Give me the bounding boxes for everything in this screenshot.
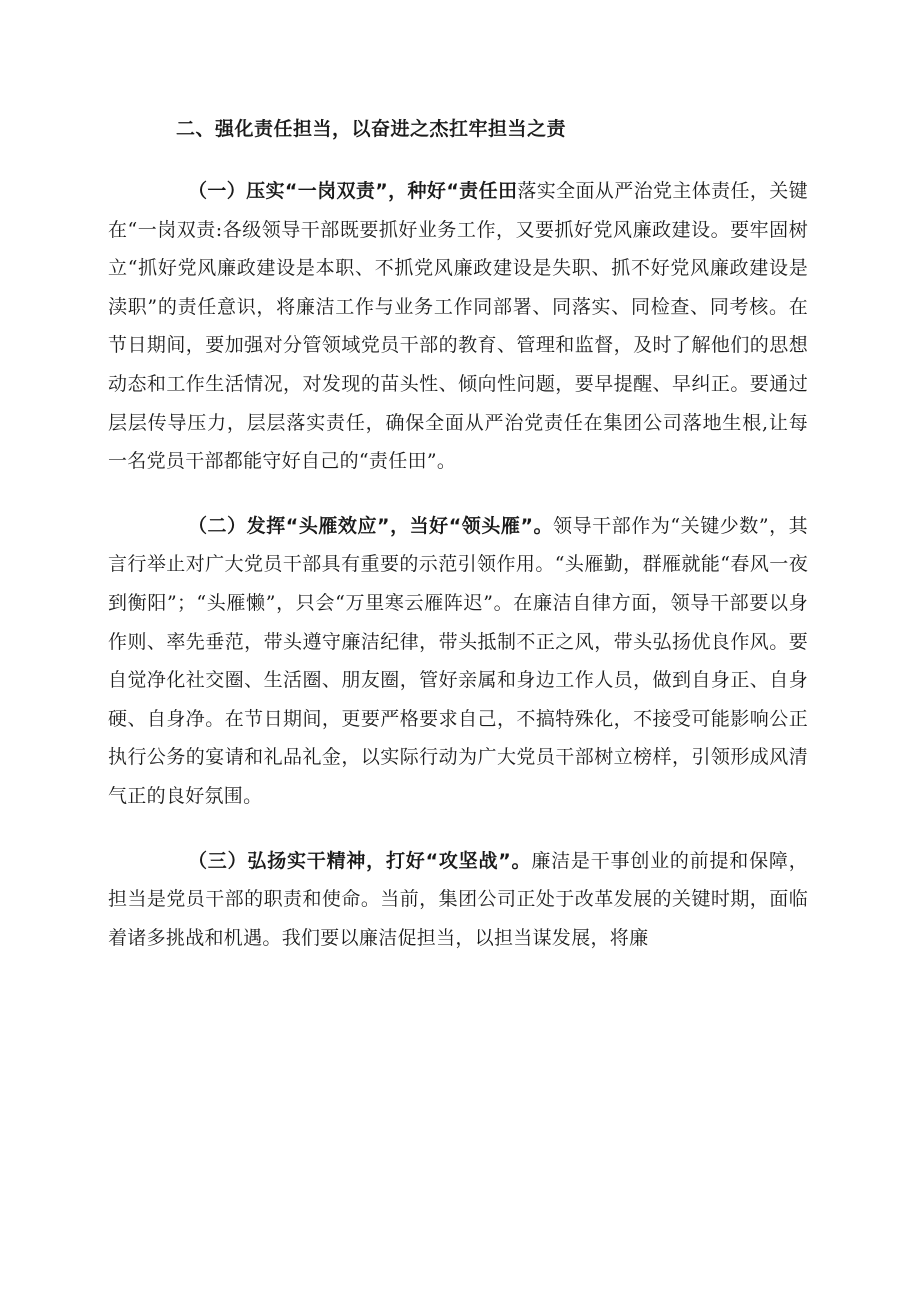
paragraph-1-lead: （一）压实“一岗双责”，种好“责任田 xyxy=(188,180,518,202)
paragraph-1-body: 落实全面从严治党主体责任，关键在“一岗双责:各级领导干部既要抓好业务工作，又要抓好党风廉政建设。要牢固树立“抓好党风廉政建设是本职、不抓党风廉政建设是失职、抓不好党风廉政建设是渎职”的责任意识，将廉洁工作与业务工作同部署、同落实、同检查、同考核。在节日期间，要加强对分管领域党员干部的教育、管理和监督，及时了解他们的思想动态和工作生活情况，对发现的苗头性、倾向性问题，要早提醒、早纠正。要通过层层传导压力，层层落实责任，确保全面从严治党责任在集团公司落地生根,让每一名党员干部都能守好自己的“责任田”。 xyxy=(108,180,808,473)
paragraph-2-body: 领导干部作为“关键少数”，其言行举止对广大党员干部具有重要的示范引领作用。“头雁勤，群雁就能“春风一夜到衡阳”；“头雁懒”，只会“万里寒云雁阵迟”。在廉洁自律方面，领导干部要以身作则、率先垂范，带头遵守廉洁纪律，带头抵制不正之风，带头弘扬优良作风。要自觉净化社交圈、生活圈、朋友圈，管好亲属和身边工作人员，做到自身正、自身硬、自身净。在节日期间，更要严格要求自己，不搞特殊化，不接受可能影响公正执行公务的宴请和礼品礼金，以实际行动为广大党员干部树立榜样，引领形成风清气正的良好氛围。 xyxy=(108,514,808,807)
section-heading: 二、强化责任担当，以奋进之杰扛牢担当之责 xyxy=(176,118,567,140)
paragraph-1 xyxy=(108,172,808,481)
paragraph-3 xyxy=(108,842,808,958)
paragraph-3-body: 廉洁是干事创业的前提和保障，担当是党员干部的职责和使命。当前，集团公司正处于改革发展的关键时期，面临着诸多挑战和机遇。我们要以廉洁促担当，以担当谋发展，将廉 xyxy=(108,849,808,949)
paragraph-2-lead: （二）发挥“头雁效应”，当好“领头雁”。 xyxy=(188,514,554,537)
paragraph-2 xyxy=(108,507,808,816)
paragraph-3-lead: （三）弘扬实干精神，打好“攻坚战”。 xyxy=(188,849,532,872)
